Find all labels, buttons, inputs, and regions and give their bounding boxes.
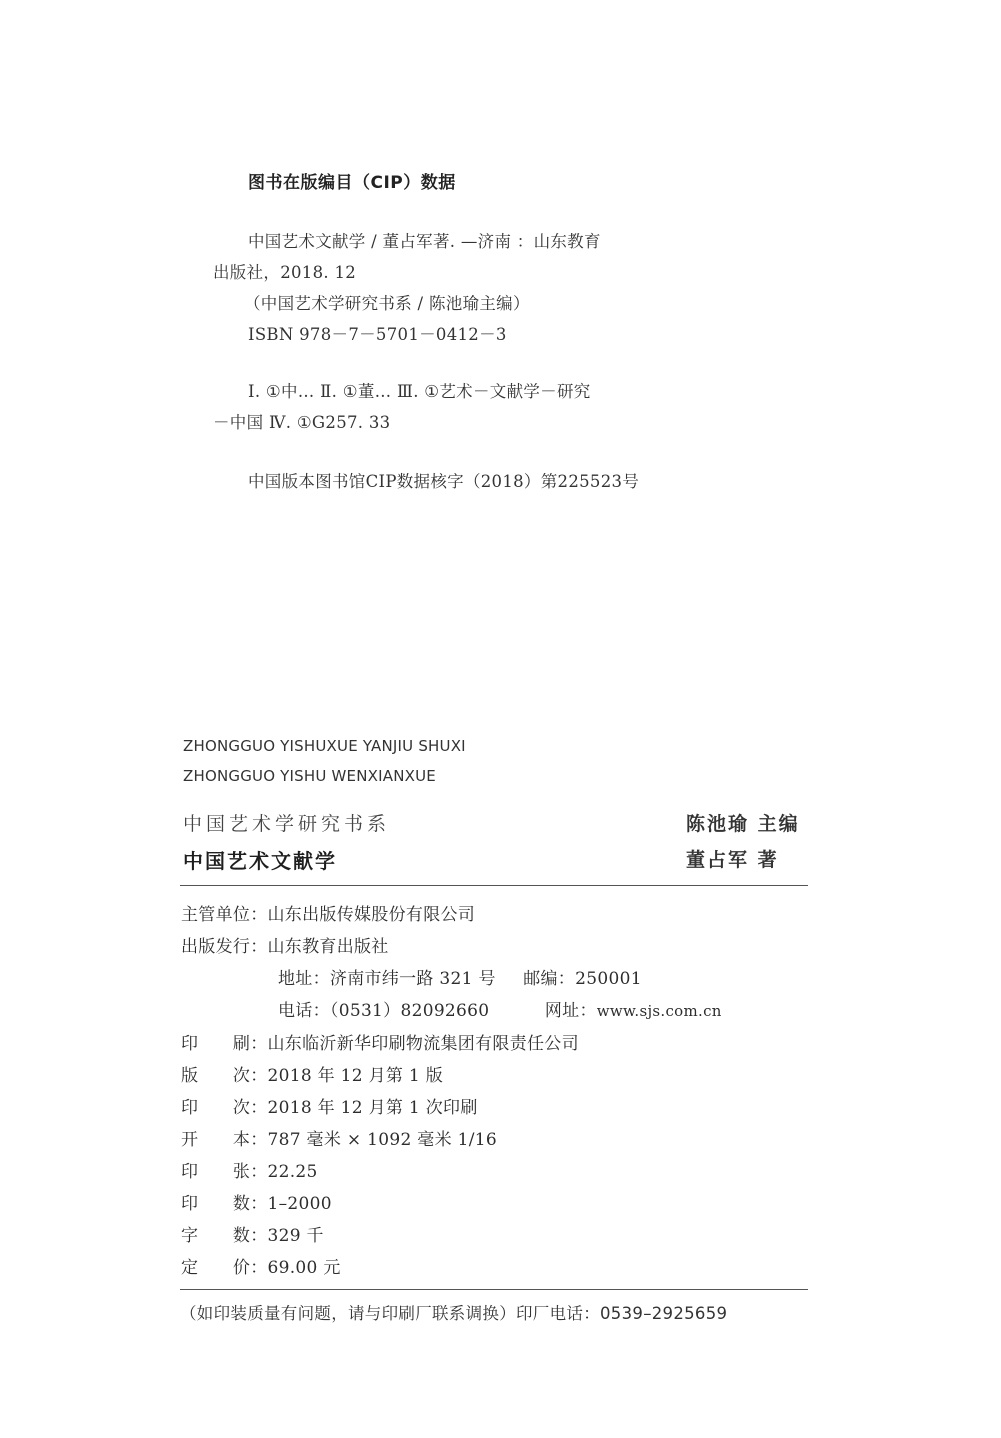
postcode-value: 250001 bbox=[575, 969, 642, 989]
price-label: 定 价： bbox=[181, 1258, 268, 1278]
word-count-label: 字 数： bbox=[181, 1226, 268, 1246]
print-run-value: 1–2000 bbox=[267, 1194, 332, 1214]
cip-isbn-line: ISBN 978－7－5701－0412－3 bbox=[248, 325, 507, 344]
detail-row-impression bbox=[181, 1093, 478, 1118]
publisher-label: 出版发行： bbox=[181, 937, 268, 957]
editor-credit: 陈池瑜 主编 bbox=[686, 813, 800, 835]
impression-label: 印 次： bbox=[181, 1098, 268, 1118]
supervisor-value: 山东出版传媒股份有限公司 bbox=[267, 905, 476, 925]
book-title: 中国艺术文献学 bbox=[183, 849, 337, 873]
website-label: 网址： bbox=[544, 1001, 597, 1021]
impression-value: 2018 年 12 月第 1 次印刷 bbox=[267, 1098, 478, 1118]
address-value: 济南市纬一路 321 号 bbox=[329, 969, 496, 989]
pinyin-series: ZHONGGUO YISHUXUE YANJIU SHUXI bbox=[183, 737, 466, 755]
edition-value: 2018 年 12 月第 1 版 bbox=[267, 1066, 444, 1086]
website-value: www.sjs.com.cn bbox=[596, 1002, 722, 1020]
address-label: 地址： bbox=[278, 969, 330, 989]
postcode-label: 邮编： bbox=[523, 969, 576, 989]
phone-value: （0531）82092660 bbox=[329, 1001, 490, 1021]
detail-row-price bbox=[181, 1253, 341, 1278]
sheets-value: 22.25 bbox=[267, 1162, 318, 1182]
sheets-label: 印 张： bbox=[181, 1162, 268, 1182]
address-row bbox=[278, 964, 642, 989]
author-credit: 董占军 著 bbox=[686, 849, 779, 871]
detail-row-sheets bbox=[181, 1157, 318, 1182]
cip-series-line: （中国艺术学研究书系 / 陈池瑜主编） bbox=[244, 294, 530, 313]
publisher-value: 山东教育出版社 bbox=[267, 937, 389, 957]
print-run-label: 印 数： bbox=[181, 1194, 268, 1214]
price-value: 69.00 元 bbox=[267, 1258, 341, 1278]
printer-value: 山东临沂新华印刷物流集团有限责任公司 bbox=[267, 1034, 579, 1054]
detail-row-format bbox=[181, 1125, 497, 1150]
detail-row-word-count bbox=[181, 1221, 324, 1246]
cip-record-number: 中国版本图书馆CIP数据核字（2018）第225523号 bbox=[248, 472, 640, 491]
cip-classification-line-2: －中国 Ⅳ. ①G257. 33 bbox=[213, 413, 391, 432]
publisher-row bbox=[181, 932, 389, 957]
cip-classification-line-1: Ⅰ. ①中… Ⅱ. ①董… Ⅲ. ①艺术－文献学－研究 bbox=[248, 382, 591, 401]
divider-bottom bbox=[180, 1289, 808, 1290]
phone-label: 电话： bbox=[278, 1001, 330, 1021]
detail-row-print-run bbox=[181, 1189, 332, 1214]
cip-entry-line-2: 出版社，2018. 12 bbox=[213, 263, 357, 282]
quality-notice: （如印装质量有问题，请与印刷厂联系调换）印厂电话：0539–2925659 bbox=[180, 1304, 728, 1323]
format-label: 开 本： bbox=[181, 1130, 268, 1150]
series-name: 中国艺术学研究书系 bbox=[183, 813, 391, 835]
format-value: 787 毫米 × 1092 毫米 1/16 bbox=[267, 1130, 497, 1150]
divider-top bbox=[180, 885, 808, 886]
edition-label: 版 次： bbox=[181, 1066, 268, 1086]
cip-entry-line-1: 中国艺术文献学 / 董占军著. —济南 ：山东教育 bbox=[248, 232, 601, 251]
printer-label: 印 刷： bbox=[181, 1034, 268, 1054]
detail-row-printer bbox=[181, 1029, 579, 1054]
cip-heading: 图书在版编目（CIP）数据 bbox=[248, 173, 456, 193]
contact-row bbox=[278, 996, 722, 1021]
supervisor-label: 主管单位： bbox=[181, 905, 268, 925]
word-count-value: 329 千 bbox=[267, 1226, 324, 1246]
detail-row-edition bbox=[181, 1061, 443, 1086]
pinyin-title: ZHONGGUO YISHU WENXIANXUE bbox=[183, 767, 436, 785]
supervisor-row bbox=[181, 900, 475, 925]
